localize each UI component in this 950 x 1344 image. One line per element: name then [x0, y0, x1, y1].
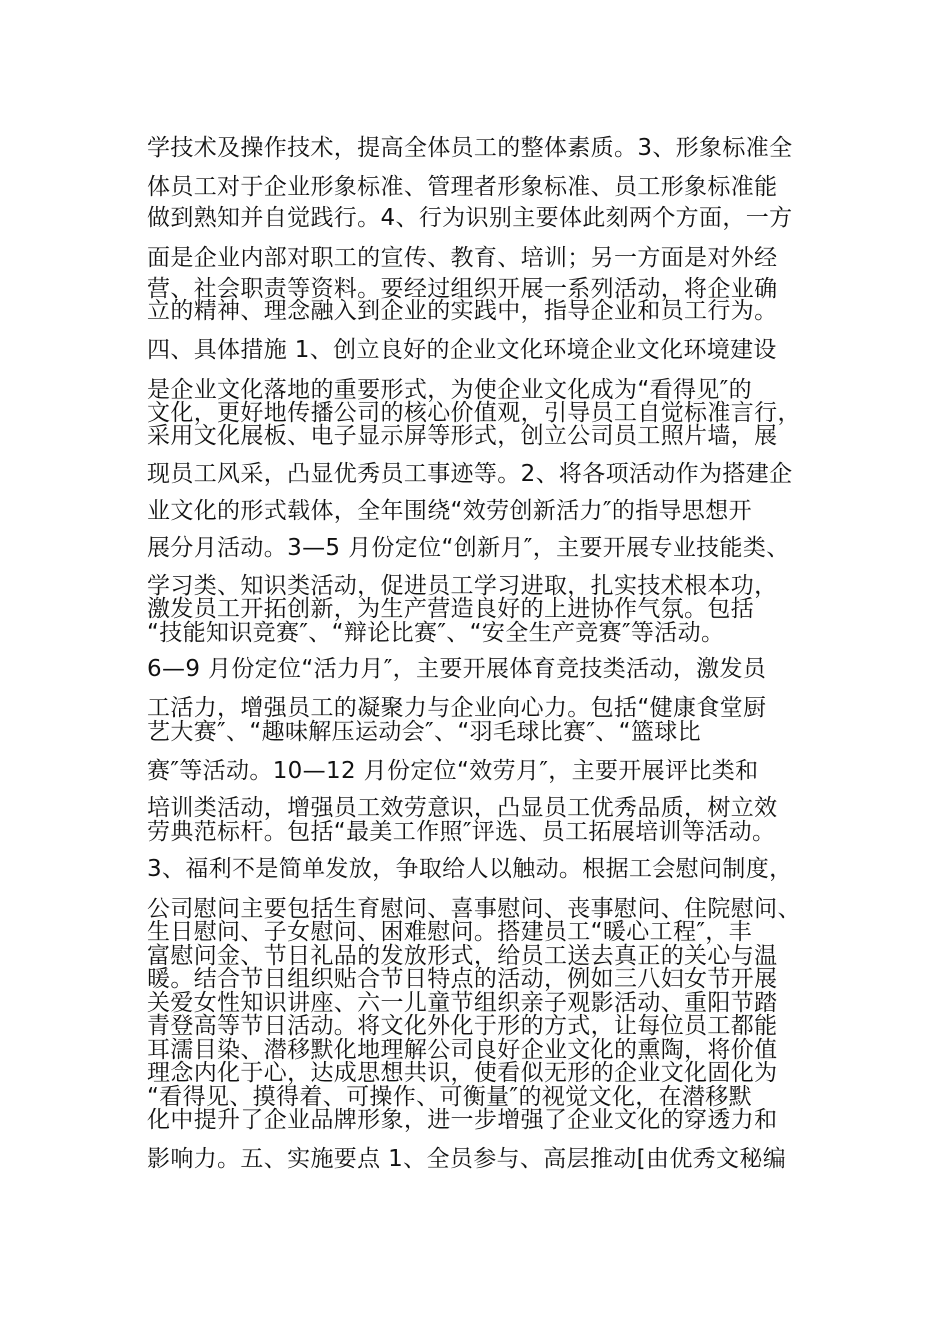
text-line: 化中提升了企业品牌形象，进一步增强了企业文化的穿透力和 — [147, 1107, 778, 1133]
text-line: 理念内化于心，达成思想共识，使看似无形的企业文化固化为 — [147, 1060, 778, 1086]
text-line: 面是企业内部对职工的宣传、教育、培训；另一方面是对外经 — [147, 245, 778, 271]
text-line: 学技术及操作技术，提高全体员工的整体素质。3、形象标准全 — [147, 135, 793, 161]
text-line: 四、具体措施 1、创立良好的企业文化环境企业文化环境建设 — [147, 337, 777, 363]
text-line: 做到熟知并自觉践行。4、行为识别主要体此刻两个方面，一方 — [147, 205, 793, 231]
text-line: “技能知识竞赛″、“辩论比赛″、“安全生产竞赛″等活动。 — [147, 620, 725, 646]
text-line: 体员工对于企业形象标准、管理者形象标准、员工形象标准能 — [147, 174, 778, 200]
text-line: 学习类、知识类活动，促进员工学习进取，扎实技术根本功， — [147, 573, 778, 599]
text-line: 采用文化展板、电子显示屏等形式，创立公司员工照片墙，展 — [147, 423, 778, 449]
text-line: 影响力。五、实施要点 1、全员参与、高层推动[由优秀文秘编 — [147, 1146, 787, 1172]
text-line: 工活力，增强员工的凝聚力与企业向心力。包括“健康食堂厨 — [147, 695, 767, 721]
text-line: 生日慰问、子女慰问、困难慰问。搭建员工“暖心工程″，丰 — [147, 919, 752, 945]
text-line: 关爱女性知识讲座、六一儿童节组织亲子观影活动、重阳节踏 — [147, 990, 778, 1016]
text-line: 营、社会职责等资料。要经过组织开展一系列活动，将企业确 — [147, 276, 778, 302]
text-line: 培训类活动，增强员工效劳意识，凸显员工优秀品质，树立效 — [147, 795, 778, 821]
text-line: 富慰问金、节日礼品的发放形式，给员工送去真正的关心与温 — [147, 943, 778, 969]
text-line: 激发员工开拓创新，为生产营造良好的上进协作气氛。包括 — [147, 596, 755, 622]
text-line: 公司慰问主要包括生育慰问、喜事慰问、丧事慰问、住院慰问、 — [147, 896, 801, 922]
text-line: 赛″等活动。10—12 月份定位“效劳月″，主要开展评比类和 — [147, 758, 759, 784]
text-line: 劳典范标杆。包括“最美工作照″评选、员工拓展培训等活动。 — [147, 819, 776, 845]
text-line: 是企业文化落地的重要形式，为使企业文化成为“看得见″的 — [147, 377, 752, 403]
text-line: “看得见、摸得着、可操作、可衡量″的视觉文化，在潜移默 — [147, 1084, 752, 1110]
text-line: 立的精神、理念融入到企业的实践中，指导企业和员工行为。 — [147, 298, 778, 324]
text-line: 3、福利不是简单发放，争取给人以触动。根据工会慰问制度， — [147, 856, 793, 882]
text-line: 现员工风采，凸显优秀员工事迹等。2、将各项活动作为搭建企 — [147, 461, 793, 487]
text-line: 6—9 月份定位“活力月″，主要开展体育竞技类活动，激发员 — [147, 656, 767, 682]
text-line: 业文化的形式载体，全年围绕“效劳创新活力″的指导思想开 — [147, 498, 752, 524]
text-line: 文化，更好地传播公司的核心价值观，引导员工自觉标准言行， — [147, 400, 801, 426]
text-line: 暖。结合节日组织贴合节日特点的活动，例如三八妇女节开展 — [147, 966, 778, 992]
text-line: 耳濡目染、潜移默化地理解公司良好企业文化的熏陶，将价值 — [147, 1037, 778, 1063]
text-line: 艺大赛″、“趣味解压运动会″、“羽毛球比赛″、“篮球比 — [147, 719, 701, 745]
text-line: 展分月活动。3—5 月份定位“创新月″，主要开展专业技能类、 — [147, 535, 790, 561]
text-line: 青登高等节日活动。将文化外化于形的方式，让每位员工都能 — [147, 1013, 778, 1039]
